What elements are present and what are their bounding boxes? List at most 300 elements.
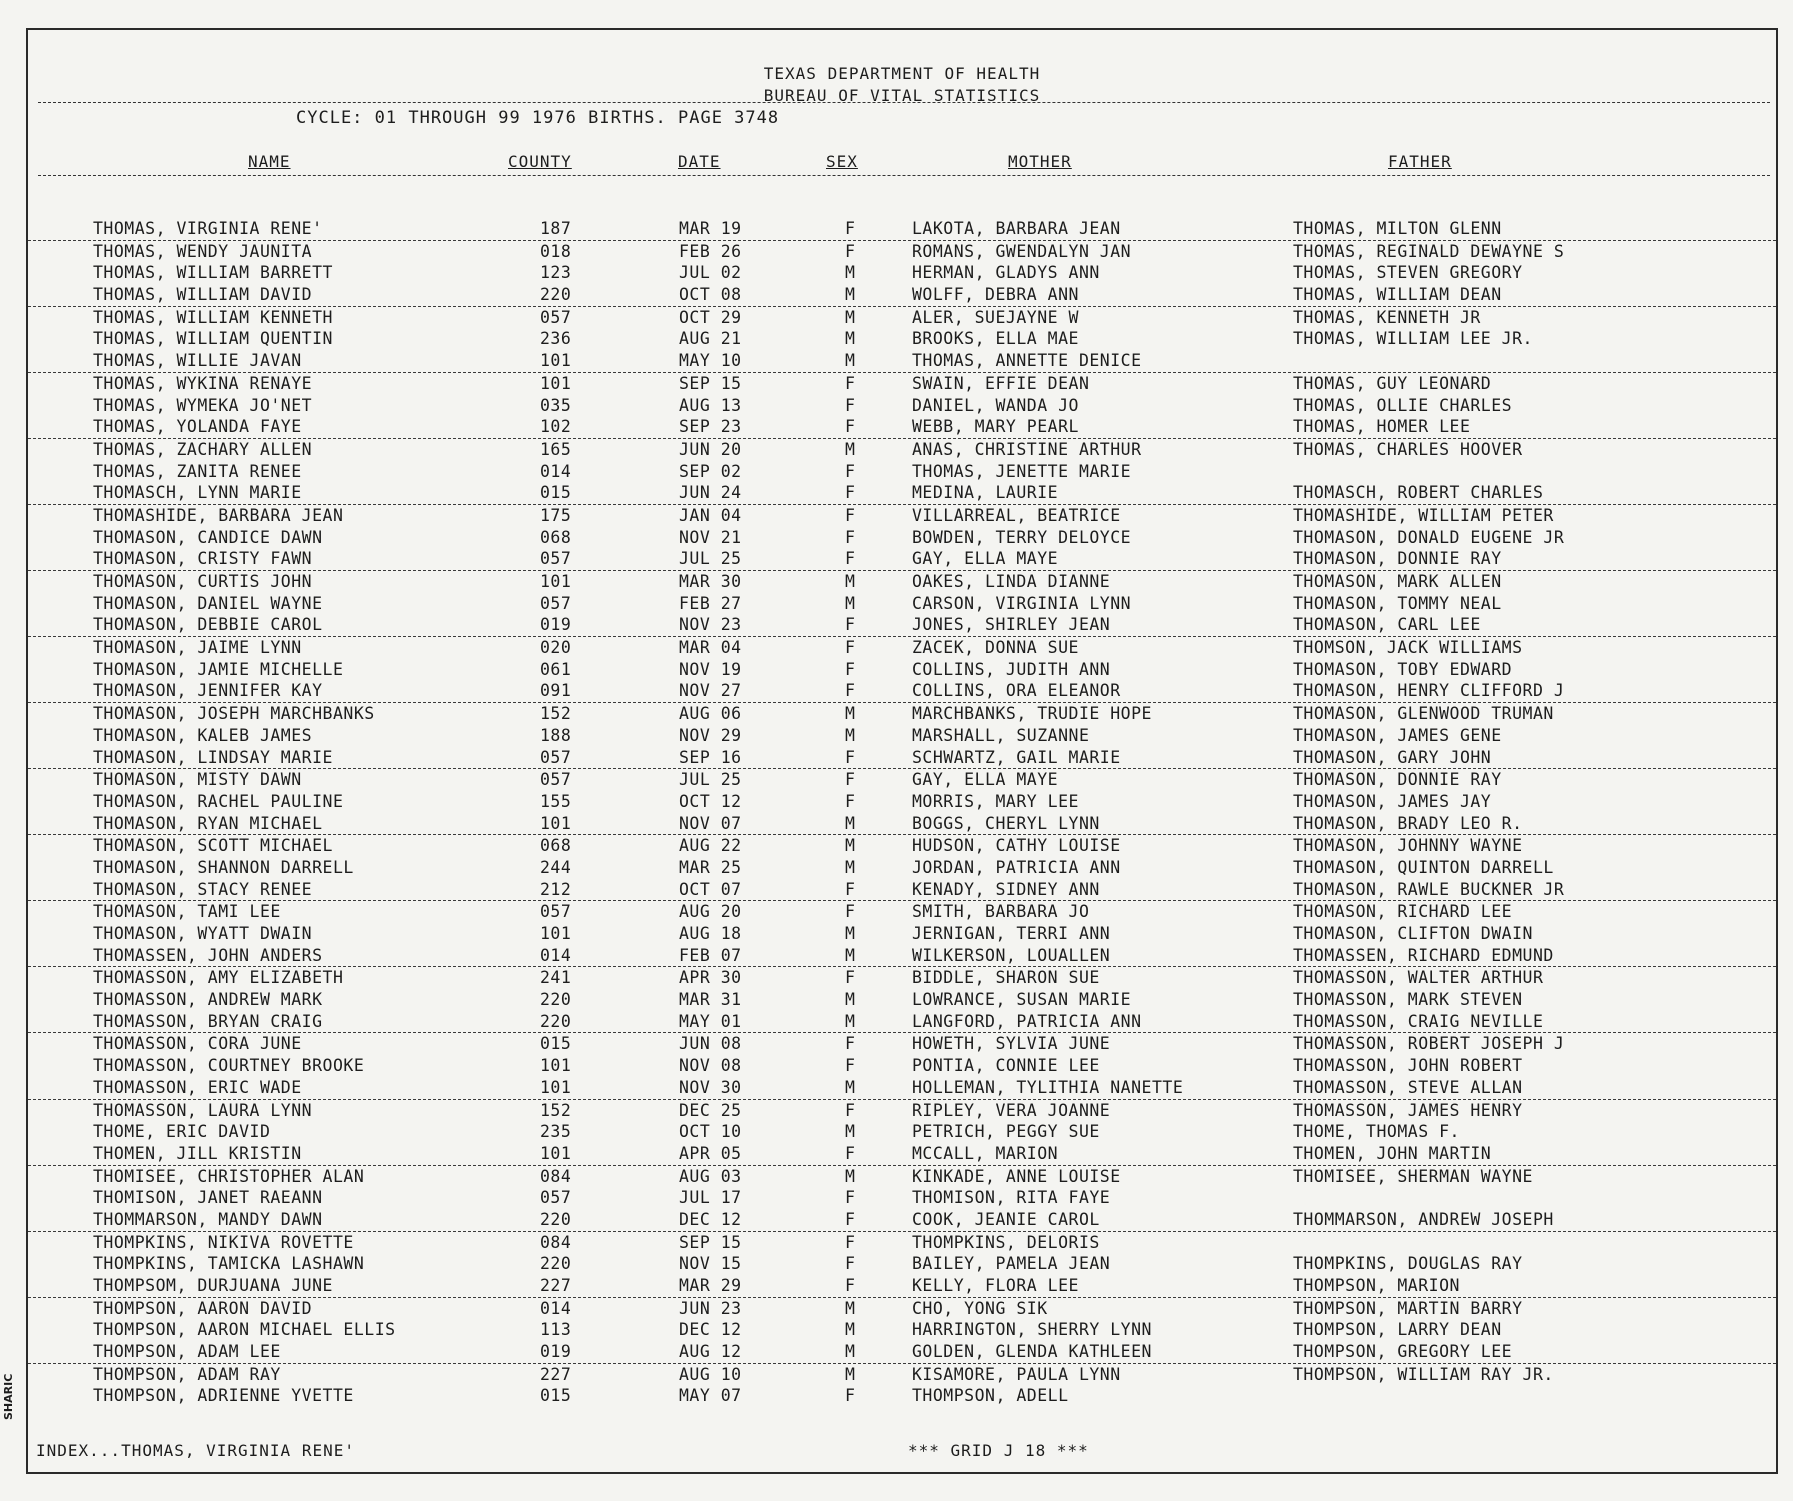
cell-date: OCT 07 xyxy=(679,879,742,899)
cell-county: 152 xyxy=(540,1100,572,1120)
cell-name: THOMASCH, LYNN MARIE xyxy=(93,483,302,503)
table-row xyxy=(28,1077,1776,1100)
cell-mother: KELLY, FLORA LEE xyxy=(912,1276,1079,1295)
cell-mother: SMITH, BARBARA JO xyxy=(912,902,1090,922)
cell-father: THOMAS, REGINALD DEWAYNE S xyxy=(1293,241,1565,261)
cell-mother: JONES, SHIRLEY JEAN xyxy=(912,615,1111,635)
table-row xyxy=(28,989,1776,1011)
cell-father: THOMASON, QUINTON DARRELL xyxy=(1293,857,1554,877)
cell-mother: HUDSON, CATHY LOUISE xyxy=(912,836,1121,856)
cell-county: 019 xyxy=(540,615,572,635)
table-row xyxy=(28,395,1776,417)
cell-county: 101 xyxy=(540,373,572,393)
cell-father: THOMASHIDE, WILLIAM PETER xyxy=(1293,505,1554,525)
cell-name: THOMISON, JANET RAEANN xyxy=(93,1188,323,1208)
records-table xyxy=(28,218,1776,1407)
table-row xyxy=(28,1385,1776,1407)
cell-father: THOMASON, CLIFTON DWAIN xyxy=(1293,924,1533,943)
cell-county: 113 xyxy=(540,1320,572,1340)
cell-father: THOMASSON, CRAIG NEVILLE xyxy=(1293,1011,1544,1031)
table-row xyxy=(28,1011,1776,1034)
cell-date: NOV 07 xyxy=(679,813,742,833)
cell-date: MAR 31 xyxy=(679,990,742,1010)
cell-mother: MEDINA, LAURIE xyxy=(912,483,1059,503)
cell-sex: M xyxy=(845,307,856,327)
cell-date: FEB 07 xyxy=(679,945,742,965)
cell-county: 101 xyxy=(540,351,572,371)
cell-date: MAR 25 xyxy=(679,857,742,877)
cell-father: THOMAS, HOMER LEE xyxy=(1293,417,1471,437)
cell-mother: LOWRANCE, SUSAN MARIE xyxy=(912,990,1132,1010)
cell-sex: M xyxy=(845,857,856,877)
cell-date: AUG 22 xyxy=(679,836,742,856)
cell-date: MAR 04 xyxy=(679,638,742,658)
cell-date: MAY 01 xyxy=(679,1011,742,1031)
cell-sex: M xyxy=(845,1011,856,1031)
cell-sex: F xyxy=(845,638,856,658)
cell-date: OCT 10 xyxy=(679,1122,742,1142)
cell-county: 019 xyxy=(540,1342,572,1362)
cell-name: THOMASSON, AMY ELIZABETH xyxy=(93,968,344,988)
cell-sex: F xyxy=(845,483,856,503)
cell-county: 014 xyxy=(540,1298,572,1318)
cell-name: THOMAS, WENDY JAUNITA xyxy=(93,241,313,261)
cell-mother: BROOKS, ELLA MAE xyxy=(912,329,1079,349)
cell-county: 220 xyxy=(540,1011,572,1031)
cell-date: OCT 12 xyxy=(679,791,742,811)
cell-sex: M xyxy=(845,945,856,965)
side-mark: SHARIC xyxy=(2,1373,15,1420)
cell-sex: M xyxy=(845,572,856,591)
cell-mother: BOGGS, CHERYL LYNN xyxy=(912,813,1100,833)
department-title: TEXAS DEPARTMENT OF HEALTH xyxy=(763,64,1041,83)
cell-sex: M xyxy=(845,990,856,1010)
cell-father: THOMASSON, MARK STEVEN xyxy=(1293,990,1523,1010)
cell-date: AUG 12 xyxy=(679,1342,742,1362)
cell-date: AUG 21 xyxy=(679,329,742,349)
cell-father: THOMPSON, MARTIN BARRY xyxy=(1293,1298,1523,1318)
cell-sex: F xyxy=(845,1254,856,1274)
cell-sex: F xyxy=(845,1232,856,1252)
cell-date: JUN 08 xyxy=(679,1034,742,1054)
cell-county: 091 xyxy=(540,681,572,701)
cell-county: 220 xyxy=(540,285,572,305)
cell-name: THOMASON, CANDICE DAWN xyxy=(93,527,323,547)
cell-father: THOMASON, DONALD EUGENE JR xyxy=(1293,527,1565,547)
cell-sex: M xyxy=(845,704,856,724)
table-row xyxy=(28,482,1776,505)
cell-mother: LANGFORD, PATRICIA ANN xyxy=(912,1011,1142,1031)
cell-sex: M xyxy=(845,593,856,613)
table-row xyxy=(28,835,1776,857)
divider xyxy=(38,175,1770,176)
cell-father: THOMASSON, STEVE ALLAN xyxy=(1293,1077,1523,1097)
cell-date: SEP 16 xyxy=(679,747,742,767)
cell-father: THOMASSON, WALTER ARTHUR xyxy=(1293,968,1544,988)
table-row xyxy=(28,659,1776,681)
cell-father: THOMSON, JACK WILLIAMS xyxy=(1293,638,1523,658)
cell-name: THOMPSON, AARON DAVID xyxy=(93,1298,313,1318)
footer-grid: *** GRID J 18 *** xyxy=(908,1441,1089,1460)
cell-father: THOMEN, JOHN MARTIN xyxy=(1293,1143,1492,1163)
cell-name: THOMASON, JAIME LYNN xyxy=(93,638,302,658)
cell-mother: GAY, ELLA MAYE xyxy=(912,770,1059,790)
cell-name: THOMPSON, ADRIENNE YVETTE xyxy=(93,1386,354,1406)
cell-mother: WOLFF, DEBRA ANN xyxy=(912,285,1079,305)
cell-county: 015 xyxy=(540,483,572,503)
table-row xyxy=(28,747,1776,770)
cell-name: THOMPSON, ADAM RAY xyxy=(93,1364,281,1384)
cell-mother: HERMAN, GLADYS ANN xyxy=(912,263,1100,283)
cell-name: THOMAS, YOLANDA FAYE xyxy=(93,417,302,437)
cell-date: OCT 08 xyxy=(679,285,742,305)
cell-name: THOMPSON, AARON MICHAEL ELLIS xyxy=(93,1320,396,1340)
cell-county: 057 xyxy=(540,770,572,790)
table-row xyxy=(28,548,1776,571)
cell-sex: M xyxy=(845,924,856,943)
table-row xyxy=(28,945,1776,968)
cell-sex: F xyxy=(845,395,856,415)
cell-mother: MORRIS, MARY LEE xyxy=(912,791,1079,811)
table-row xyxy=(28,1298,1776,1320)
cell-name: THOMASON, CRISTY FAWN xyxy=(93,549,313,569)
table-row xyxy=(28,967,1776,989)
table-row xyxy=(28,527,1776,549)
cell-name: THOMPSON, ADAM LEE xyxy=(93,1342,281,1362)
table-row xyxy=(28,218,1776,241)
table-row xyxy=(28,923,1776,945)
cell-date: SEP 15 xyxy=(679,1232,742,1252)
cell-mother: KINKADE, ANNE LOUISE xyxy=(912,1166,1121,1186)
table-row xyxy=(28,350,1776,373)
bureau-title: BUREAU OF VITAL STATISTICS xyxy=(763,86,1041,105)
cell-county: 057 xyxy=(540,1188,572,1208)
table-row xyxy=(28,284,1776,307)
cell-name: THOMASSON, CORA JUNE xyxy=(93,1034,302,1054)
cell-county: 235 xyxy=(540,1122,572,1142)
cell-sex: F xyxy=(845,461,856,481)
cell-county: 068 xyxy=(540,527,572,547)
table-row xyxy=(28,1253,1776,1275)
cell-father: THOMASON, HENRY CLIFFORD J xyxy=(1293,681,1565,701)
cell-date: APR 30 xyxy=(679,968,742,988)
cell-date: MAR 30 xyxy=(679,572,742,591)
cell-county: 084 xyxy=(540,1232,572,1252)
cell-father: THOMPSON, LARRY DEAN xyxy=(1293,1320,1502,1340)
table-row xyxy=(28,1319,1776,1341)
cell-sex: F xyxy=(845,968,856,988)
cell-father: THOMMARSON, ANDREW JOSEPH xyxy=(1293,1209,1554,1229)
cell-mother: MARCHBANKS, TRUDIE HOPE xyxy=(912,704,1152,724)
table-row xyxy=(28,791,1776,813)
table-row xyxy=(28,1232,1776,1254)
table-row xyxy=(28,593,1776,615)
cell-mother: SWAIN, EFFIE DEAN xyxy=(912,373,1090,393)
cell-sex: M xyxy=(845,285,856,305)
table-row xyxy=(28,373,1776,395)
cell-father: THOMPSON, GREGORY LEE xyxy=(1293,1342,1513,1362)
cell-mother: ALER, SUEJAYNE W xyxy=(912,307,1079,327)
cell-sex: M xyxy=(845,439,856,459)
cell-mother: JORDAN, PATRICIA ANN xyxy=(912,857,1121,877)
cell-county: 084 xyxy=(540,1166,572,1186)
cell-county: 014 xyxy=(540,461,572,481)
cell-date: JUN 24 xyxy=(679,483,742,503)
cell-sex: F xyxy=(845,1188,856,1208)
cycle-info: CYCLE: 01 THROUGH 99 1976 BIRTHS. PAGE 3748 xyxy=(296,108,780,128)
cell-sex: M xyxy=(845,813,856,833)
cell-sex: M xyxy=(845,1298,856,1318)
cell-name: THOMAS, WILLIAM QUENTIN xyxy=(93,329,333,349)
table-row xyxy=(28,1100,1776,1122)
cell-mother: WILKERSON, LOUALLEN xyxy=(912,945,1111,965)
cell-date: JUN 20 xyxy=(679,439,742,459)
cell-mother: HOLLEMAN, TYLITHIA NANETTE xyxy=(912,1077,1184,1097)
cell-mother: BOWDEN, TERRY DELOYCE xyxy=(912,527,1132,547)
cell-name: THOMPKINS, TAMICKA LASHAWN xyxy=(93,1254,365,1274)
cell-sex: M xyxy=(845,1077,856,1097)
table-row xyxy=(28,1033,1776,1055)
cell-mother: PETRICH, PEGGY SUE xyxy=(912,1122,1100,1142)
table-row xyxy=(28,1055,1776,1077)
cell-father: THOMASON, DONNIE RAY xyxy=(1293,549,1502,569)
cell-county: 068 xyxy=(540,836,572,856)
cell-name: THOMASON, CURTIS JOHN xyxy=(93,572,313,591)
cell-mother: THOMPSON, ADELL xyxy=(912,1386,1069,1406)
cell-county: 061 xyxy=(540,659,572,679)
cell-county: 188 xyxy=(540,725,572,745)
cell-mother: VILLARREAL, BEATRICE xyxy=(912,505,1121,525)
cell-mother: GOLDEN, GLENDA KATHLEEN xyxy=(912,1342,1152,1362)
cell-date: OCT 29 xyxy=(679,307,742,327)
cell-father: THOMPKINS, DOUGLAS RAY xyxy=(1293,1254,1523,1274)
cell-sex: M xyxy=(845,1122,856,1142)
cell-father: THOMPSON, MARION xyxy=(1293,1276,1460,1295)
cell-date: SEP 02 xyxy=(679,461,742,481)
table-row xyxy=(28,328,1776,350)
cell-father: THOMAS, MILTON GLENN xyxy=(1293,219,1502,238)
cell-date: NOV 23 xyxy=(679,615,742,635)
cell-county: 057 xyxy=(540,549,572,569)
cell-name: THOMASON, STACY RENEE xyxy=(93,879,313,899)
cell-name: THOMAS, ZACHARY ALLEN xyxy=(93,439,313,459)
cell-date: JUL 02 xyxy=(679,263,742,283)
column-header-county: COUNTY xyxy=(508,152,572,171)
cell-county: 102 xyxy=(540,417,572,437)
cell-date: JAN 04 xyxy=(679,505,742,525)
cell-date: NOV 08 xyxy=(679,1056,742,1076)
cell-county: 236 xyxy=(540,329,572,349)
cell-name: THOMPSOM, DURJUANA JUNE xyxy=(93,1276,333,1295)
cell-sex: F xyxy=(845,615,856,635)
table-row xyxy=(28,879,1776,902)
cell-father: THOMISEE, SHERMAN WAYNE xyxy=(1293,1166,1533,1186)
cell-county: 220 xyxy=(540,1209,572,1229)
cell-sex: F xyxy=(845,1386,856,1406)
cell-mother: DANIEL, WANDA JO xyxy=(912,395,1079,415)
cell-name: THOMASHIDE, BARBARA JEAN xyxy=(93,505,344,525)
table-row xyxy=(28,307,1776,329)
cell-date: NOV 19 xyxy=(679,659,742,679)
cell-date: SEP 23 xyxy=(679,417,742,437)
cell-sex: F xyxy=(845,879,856,899)
cell-name: THOMASON, SCOTT MICHAEL xyxy=(93,836,333,856)
cell-sex: F xyxy=(845,747,856,767)
cell-sex: M xyxy=(845,725,856,745)
cell-sex: F xyxy=(845,902,856,922)
cell-name: THOMASON, RYAN MICHAEL xyxy=(93,813,323,833)
cell-mother: JERNIGAN, TERRI ANN xyxy=(912,924,1111,943)
cell-name: THOMASON, MISTY DAWN xyxy=(93,770,302,790)
cell-sex: F xyxy=(845,1276,856,1295)
cell-county: 057 xyxy=(540,902,572,922)
table-row xyxy=(28,1209,1776,1232)
cell-sex: F xyxy=(845,417,856,437)
cell-date: NOV 21 xyxy=(679,527,742,547)
cell-mother: COLLINS, ORA ELEANOR xyxy=(912,681,1121,701)
cell-date: FEB 26 xyxy=(679,241,742,261)
cell-county: 175 xyxy=(540,505,572,525)
cell-date: NOV 29 xyxy=(679,725,742,745)
cell-mother: PONTIA, CONNIE LEE xyxy=(912,1056,1100,1076)
cell-name: THOMASON, TAMI LEE xyxy=(93,902,281,922)
cell-sex: F xyxy=(845,1034,856,1054)
cell-mother: ANAS, CHRISTINE ARTHUR xyxy=(912,439,1142,459)
cell-father: THOME, THOMAS F. xyxy=(1293,1122,1460,1142)
cell-date: NOV 27 xyxy=(679,681,742,701)
cell-county: 101 xyxy=(540,813,572,833)
cell-county: 123 xyxy=(540,263,572,283)
cell-date: MAR 29 xyxy=(679,1276,742,1295)
cell-sex: F xyxy=(845,1100,856,1120)
cell-father: THOMASSON, JAMES HENRY xyxy=(1293,1100,1523,1120)
cell-sex: F xyxy=(845,1056,856,1076)
cell-father: THOMASSEN, RICHARD EDMUND xyxy=(1293,945,1554,965)
cell-name: THOMASSON, ANDREW MARK xyxy=(93,990,323,1010)
table-row xyxy=(28,703,1776,725)
cell-sex: F xyxy=(845,681,856,701)
cell-mother: HARRINGTON, SHERRY LYNN xyxy=(912,1320,1152,1340)
cell-father: THOMAS, STEVEN GREGORY xyxy=(1293,263,1523,283)
cell-name: THOMAS, WILLIAM KENNETH xyxy=(93,307,333,327)
table-row xyxy=(28,1166,1776,1188)
cell-father: THOMASSON, ROBERT JOSEPH J xyxy=(1293,1034,1565,1054)
cell-name: THOMASON, WYATT DWAIN xyxy=(93,924,313,943)
cell-name: THOMAS, WYMEKA JO'NET xyxy=(93,395,313,415)
cell-father: THOMASON, JOHNNY WAYNE xyxy=(1293,836,1523,856)
cell-name: THOMASON, SHANNON DARRELL xyxy=(93,857,354,877)
table-row xyxy=(28,505,1776,527)
cell-sex: F xyxy=(845,1209,856,1229)
cell-county: 187 xyxy=(540,219,572,238)
cell-mother: MCCALL, MARION xyxy=(912,1143,1059,1163)
cell-county: 152 xyxy=(540,704,572,724)
cell-name: THOMASON, DEBBIE CAROL xyxy=(93,615,323,635)
cell-county: 035 xyxy=(540,395,572,415)
cell-county: 244 xyxy=(540,857,572,877)
cell-mother: LAKOTA, BARBARA JEAN xyxy=(912,219,1121,238)
cell-mother: CHO, YONG SIK xyxy=(912,1298,1048,1318)
cell-date: JUL 17 xyxy=(679,1188,742,1208)
cell-sex: F xyxy=(845,549,856,569)
cell-county: 101 xyxy=(540,1056,572,1076)
table-row xyxy=(28,680,1776,703)
cell-father: THOMASON, JAMES GENE xyxy=(1293,725,1502,745)
divider xyxy=(38,102,1770,103)
cell-sex: F xyxy=(845,219,856,238)
table-row xyxy=(28,1275,1776,1298)
cell-name: THOMAS, ZANITA RENEE xyxy=(93,461,302,481)
cell-father: THOMASON, DONNIE RAY xyxy=(1293,770,1502,790)
cell-sex: M xyxy=(845,1320,856,1340)
cell-mother: THOMPKINS, DELORIS xyxy=(912,1232,1100,1252)
cell-date: DEC 12 xyxy=(679,1320,742,1340)
table-row xyxy=(28,262,1776,284)
cell-county: 101 xyxy=(540,1077,572,1097)
cell-sex: F xyxy=(845,770,856,790)
cell-county: 155 xyxy=(540,791,572,811)
cell-date: APR 05 xyxy=(679,1143,742,1163)
cell-father: THOMAS, CHARLES HOOVER xyxy=(1293,439,1523,459)
cell-county: 227 xyxy=(540,1364,572,1384)
cell-name: THOMASON, JOSEPH MARCHBANKS xyxy=(93,704,375,724)
cell-name: THOME, ERIC DAVID xyxy=(93,1122,271,1142)
cell-sex: F xyxy=(845,373,856,393)
cell-name: THOMASON, JAMIE MICHELLE xyxy=(93,659,344,679)
cell-county: 220 xyxy=(540,1254,572,1274)
cell-father: THOMASON, TOBY EDWARD xyxy=(1293,659,1513,679)
column-header-mother: MOTHER xyxy=(1008,152,1072,171)
table-row xyxy=(28,725,1776,747)
cell-father: THOMASON, GARY JOHN xyxy=(1293,747,1492,767)
cell-mother: KISAMORE, PAULA LYNN xyxy=(912,1364,1121,1384)
cell-name: THOMMARSON, MANDY DAWN xyxy=(93,1209,323,1229)
cell-mother: THOMAS, JENETTE MARIE xyxy=(912,461,1132,481)
cell-name: THOMAS, WILLIE JAVAN xyxy=(93,351,302,371)
cell-mother: COOK, JEANIE CAROL xyxy=(912,1209,1100,1229)
cell-date: AUG 18 xyxy=(679,924,742,943)
cell-county: 057 xyxy=(540,593,572,613)
cell-father: THOMAS, WILLIAM LEE JR. xyxy=(1293,329,1533,349)
cell-sex: M xyxy=(845,1364,856,1384)
table-row xyxy=(28,571,1776,593)
document-page xyxy=(26,28,1778,1474)
cell-mother: HOWETH, SYLVIA JUNE xyxy=(912,1034,1111,1054)
table-row xyxy=(28,461,1776,483)
table-row xyxy=(28,901,1776,923)
cell-date: MAY 07 xyxy=(679,1386,742,1406)
cell-name: THOMASON, JENNIFER KAY xyxy=(93,681,323,701)
cell-date: MAY 10 xyxy=(679,351,742,371)
table-row xyxy=(28,813,1776,836)
cell-father: THOMASON, RICHARD LEE xyxy=(1293,902,1513,922)
cell-father: THOMAS, GUY LEONARD xyxy=(1293,373,1492,393)
cell-father: THOMAS, WILLIAM DEAN xyxy=(1293,285,1502,305)
cell-sex: M xyxy=(845,263,856,283)
table-row xyxy=(28,769,1776,791)
column-header-father: FATHER xyxy=(1388,152,1452,171)
cell-mother: WEBB, MARY PEARL xyxy=(912,417,1079,437)
cell-name: THOMISEE, CHRISTOPHER ALAN xyxy=(93,1166,365,1186)
cell-mother: CARSON, VIRGINIA LYNN xyxy=(912,593,1132,613)
cell-date: JUL 25 xyxy=(679,770,742,790)
cell-sex: F xyxy=(845,241,856,261)
cell-mother: THOMAS, ANNETTE DENICE xyxy=(912,351,1142,371)
cell-sex: F xyxy=(845,1143,856,1163)
cell-father: THOMASSON, JOHN ROBERT xyxy=(1293,1056,1523,1076)
cell-sex: M xyxy=(845,1342,856,1362)
cell-county: 018 xyxy=(540,241,572,261)
